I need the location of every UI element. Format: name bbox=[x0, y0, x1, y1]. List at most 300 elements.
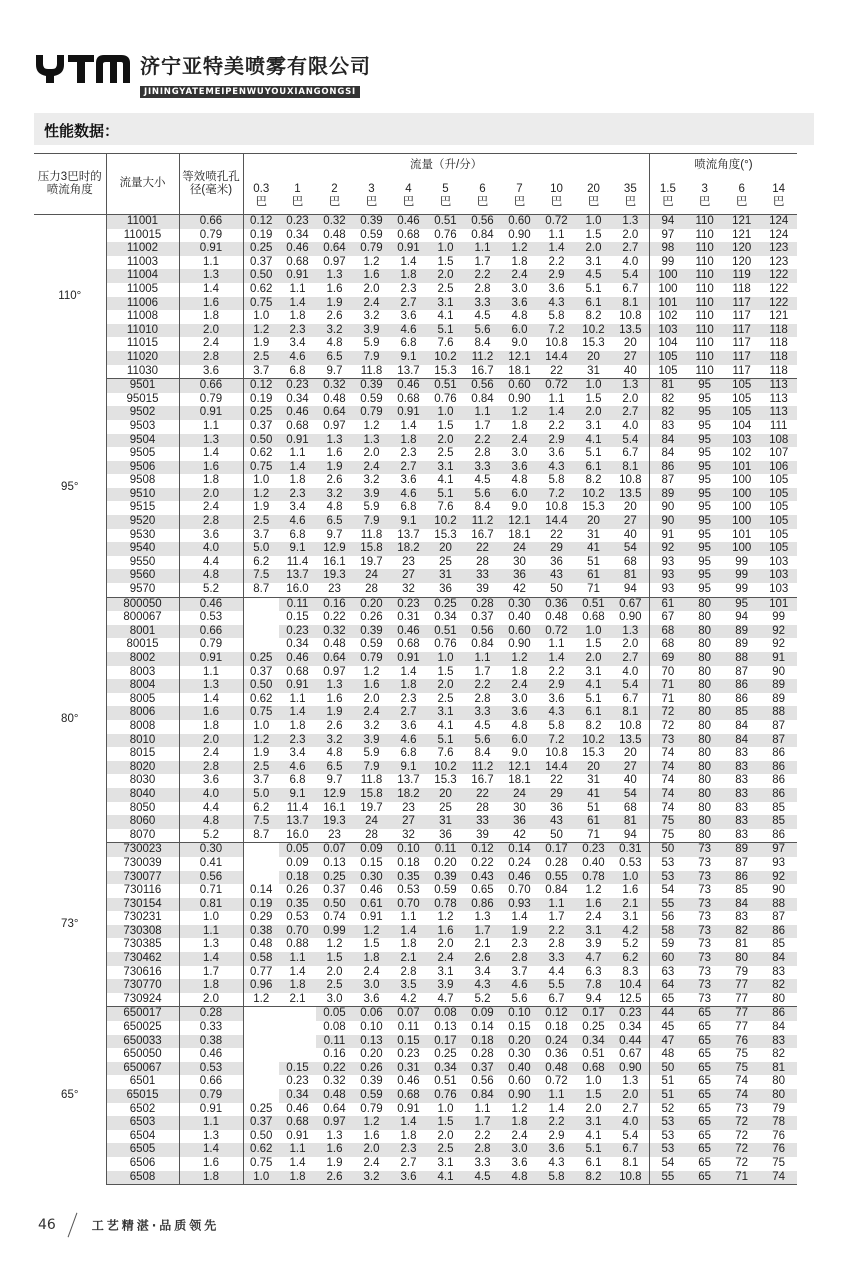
flow-cell: 8.1 bbox=[612, 297, 649, 311]
orifice-cell: 1.1 bbox=[179, 256, 243, 270]
flow-cell: 0.06 bbox=[353, 1007, 390, 1021]
flow-cell: 0.68 bbox=[390, 1089, 427, 1103]
flow-cell: 36 bbox=[427, 583, 464, 597]
flow-cell: 16.7 bbox=[464, 365, 501, 379]
model-cell: 730462 bbox=[106, 952, 179, 966]
model-cell: 11002 bbox=[106, 242, 179, 256]
angle-cell: 48 bbox=[649, 1048, 686, 1062]
flow-cell: 2.0 bbox=[437, 938, 454, 951]
table-row bbox=[34, 774, 797, 788]
flow-cell: 0.28 bbox=[545, 856, 568, 869]
angle-cell: 93 bbox=[772, 856, 786, 869]
flow-cell: 0.17 bbox=[427, 1035, 464, 1049]
angle-cell: 100 bbox=[723, 542, 760, 556]
flow-pressure-header: 10 巴 bbox=[538, 178, 575, 215]
flow-cell: 2.7 bbox=[612, 242, 649, 256]
angle-cell: 65 bbox=[686, 1171, 723, 1185]
model-cell: 9530 bbox=[106, 529, 179, 543]
flow-cell: 1.2 bbox=[243, 993, 279, 1007]
flow-cell: 2.4 bbox=[585, 911, 602, 924]
flow-cell: 0.23 bbox=[279, 379, 316, 393]
angle-cell: 103 bbox=[760, 569, 797, 583]
flow-cell: 0.13 bbox=[434, 1021, 457, 1034]
table-row bbox=[34, 857, 797, 871]
flow-cell: 2.7 bbox=[612, 652, 649, 666]
flow-cell: 7.6 bbox=[437, 747, 454, 760]
table-row bbox=[34, 679, 797, 693]
flow-cell: 2.7 bbox=[400, 1156, 417, 1169]
angle-cell: 94 bbox=[649, 215, 686, 229]
angle-cell: 104 bbox=[732, 419, 752, 432]
flow-cell: 1.1 bbox=[474, 1102, 491, 1115]
flow-cell: 6.7 bbox=[622, 282, 639, 295]
flow-cell: 4.0 bbox=[612, 1116, 649, 1130]
orifice-cell: 0.71 bbox=[179, 884, 243, 898]
flow-cell: 1.1 bbox=[289, 692, 306, 705]
flow-cell: 0.09 bbox=[286, 856, 309, 869]
flow-cell: 22 bbox=[538, 365, 575, 379]
flow-cell: 5.4 bbox=[612, 679, 649, 693]
flow-cell: 54 bbox=[612, 788, 649, 802]
flow-cell: 1.5 bbox=[575, 1089, 612, 1103]
flow-cell: 1.8 bbox=[511, 665, 528, 678]
flow-cell: 27 bbox=[390, 569, 427, 583]
flow-pressure-header: 3 巴 bbox=[353, 178, 390, 215]
model-cell: 9515 bbox=[106, 501, 179, 515]
flow-cell: 29 bbox=[538, 788, 575, 802]
header-flow-size: 流量大小 bbox=[106, 154, 179, 215]
flow-cell: 7.6 bbox=[437, 337, 454, 350]
angle-cell: 89 bbox=[649, 488, 686, 502]
flow-cell: 8.1 bbox=[612, 461, 649, 475]
angle-cell: 82 bbox=[772, 1048, 786, 1061]
flow-cell: 22 bbox=[464, 542, 501, 556]
flow-cell: 8.2 bbox=[575, 1171, 612, 1185]
flow-cell: 20 bbox=[427, 788, 464, 802]
flow-cell: 1.1 bbox=[548, 228, 565, 241]
flow-cell: 24 bbox=[353, 569, 390, 583]
flow-cell: 1.7 bbox=[474, 665, 491, 678]
flow-cell: 3.6 bbox=[400, 310, 417, 323]
flow-cell: 0.36 bbox=[545, 1048, 568, 1061]
flow-cell: 40 bbox=[612, 365, 649, 379]
flow-cell: 6.2 bbox=[612, 952, 649, 966]
flow-cell: 3.2 bbox=[316, 324, 353, 338]
flow-cell: 0.20 bbox=[501, 1035, 538, 1049]
flow-cell: 6.5 bbox=[316, 351, 353, 365]
flow-cell: 1.3 bbox=[326, 1129, 343, 1142]
flow-cell: 2.2 bbox=[464, 269, 501, 283]
flow-cell: 0.25 bbox=[243, 406, 279, 420]
flow-cell: 31 bbox=[427, 815, 464, 829]
flow-cell: 0.48 bbox=[243, 938, 279, 952]
orifice-cell: 0.91 bbox=[179, 1103, 243, 1117]
angle-cell: 124 bbox=[769, 228, 789, 241]
angle-cell: 65 bbox=[698, 1048, 712, 1061]
flow-cell: 3.1 bbox=[437, 965, 454, 978]
flow-cell: 15.3 bbox=[582, 337, 605, 350]
flow-cell: 0.37 bbox=[464, 1062, 501, 1076]
orifice-cell: 0.91 bbox=[179, 242, 243, 256]
flow-cell: 0.15 bbox=[508, 1021, 531, 1034]
angle-cell: 92 bbox=[760, 625, 797, 639]
flow-cell: 0.58 bbox=[243, 952, 279, 966]
flow-cell: 3.6 bbox=[548, 447, 565, 460]
flow-cell: 2.1 bbox=[612, 898, 649, 912]
flow-cell: 0.34 bbox=[427, 1062, 464, 1076]
angle-cell: 88 bbox=[723, 652, 760, 666]
flow-cell: 10.2 bbox=[427, 761, 464, 775]
flow-cell: 39 bbox=[464, 829, 501, 843]
angle-pressure-header: 14 巴 bbox=[760, 178, 797, 215]
flow-cell: 1.4 bbox=[289, 1156, 306, 1169]
flow-cell: 4.3 bbox=[538, 706, 575, 720]
flow-cell: 2.6 bbox=[316, 1171, 353, 1185]
flow-cell bbox=[243, 843, 279, 857]
table-row bbox=[34, 337, 797, 351]
flow-cell: 0.25 bbox=[243, 652, 279, 666]
table-row bbox=[34, 351, 797, 365]
flow-cell: 1.6 bbox=[316, 1143, 353, 1157]
table-row bbox=[34, 1035, 797, 1049]
angle-cell: 89 bbox=[723, 843, 760, 857]
flow-cell: 0.68 bbox=[286, 665, 309, 678]
table-row bbox=[34, 215, 797, 229]
flow-cell: 0.14 bbox=[471, 1021, 494, 1034]
flow-cell: 1.5 bbox=[363, 938, 380, 951]
angle-cell: 117 bbox=[723, 351, 760, 365]
footer-tagline: 工艺精湛·品质领先 bbox=[91, 1218, 220, 1233]
model-cell: 8020 bbox=[106, 761, 179, 775]
orifice-cell: 0.53 bbox=[179, 611, 243, 625]
angle-cell: 110 bbox=[686, 324, 723, 338]
model-cell: 110015 bbox=[106, 229, 179, 243]
angle-group-0 bbox=[34, 215, 797, 379]
flow-cell: 0.53 bbox=[286, 911, 309, 924]
flow-cell: 5.6 bbox=[501, 993, 538, 1007]
orifice-cell: 2.0 bbox=[179, 993, 243, 1007]
flow-cell: 0.79 bbox=[353, 242, 390, 256]
angle-cell: 65 bbox=[686, 1062, 723, 1076]
flow-cell: 13.7 bbox=[279, 569, 316, 583]
model-cell: 6501 bbox=[106, 1075, 179, 1089]
flow-cell: 0.48 bbox=[323, 638, 346, 651]
flow-cell: 4.1 bbox=[575, 679, 612, 693]
angle-cell: 75 bbox=[772, 1156, 786, 1169]
flow-cell: 5.2 bbox=[464, 993, 501, 1007]
model-cell: 730770 bbox=[106, 979, 179, 993]
orifice-cell: 3.6 bbox=[179, 365, 243, 379]
angle-cell: 53 bbox=[649, 871, 686, 885]
flow-cell: 0.11 bbox=[397, 1021, 420, 1034]
angle-cell: 65 bbox=[686, 1035, 723, 1049]
flow-cell: 0.59 bbox=[360, 228, 383, 241]
flow-cell bbox=[243, 1062, 279, 1076]
flow-cell: 28 bbox=[476, 555, 489, 568]
orifice-cell: 2.0 bbox=[179, 734, 243, 748]
flow-cell: 6.7 bbox=[612, 1143, 649, 1157]
flow-cell: 3.1 bbox=[585, 665, 602, 678]
angle-group-4 bbox=[34, 1007, 797, 1185]
flow-cell: 5.0 bbox=[243, 788, 279, 802]
angle-cell: 95 bbox=[686, 488, 723, 502]
flow-cell: 15.3 bbox=[582, 501, 605, 514]
flow-cell: 16.1 bbox=[323, 801, 346, 814]
angle-cell: 83 bbox=[760, 1035, 797, 1049]
angle-cell: 95 bbox=[686, 569, 723, 583]
angle-cell: 84 bbox=[760, 952, 797, 966]
page-footer bbox=[38, 1212, 219, 1238]
flow-cell: 1.8 bbox=[353, 952, 390, 966]
flow-cell: 3.9 bbox=[585, 938, 602, 951]
model-cell: 95015 bbox=[106, 393, 179, 407]
angle-cell: 89 bbox=[772, 692, 786, 705]
flow-cell: 0.32 bbox=[323, 1075, 346, 1088]
model-cell: 730231 bbox=[106, 911, 179, 925]
flow-cell: 4.3 bbox=[548, 1156, 565, 1169]
orifice-cell: 1.8 bbox=[179, 979, 243, 993]
flow-pressure-header: 7 巴 bbox=[501, 178, 538, 215]
flow-cell: 2.2 bbox=[464, 434, 501, 448]
flow-cell: 1.8 bbox=[400, 938, 417, 951]
flow-cell: 2.5 bbox=[437, 282, 454, 295]
flow-cell: 1.4 bbox=[279, 461, 316, 475]
angle-cell: 101 bbox=[732, 528, 752, 541]
flow-cell: 18.1 bbox=[508, 528, 531, 541]
angle-cell: 82 bbox=[649, 393, 686, 407]
flow-cell: 0.23 bbox=[286, 1075, 309, 1088]
flow-cell: 23 bbox=[316, 829, 353, 843]
flow-cell: 1.4 bbox=[538, 652, 575, 666]
flow-cell: 0.08 bbox=[427, 1007, 464, 1021]
table-row bbox=[34, 283, 797, 297]
flow-cell: 0.53 bbox=[619, 856, 642, 869]
angle-cell: 95 bbox=[686, 515, 723, 529]
flow-cell: 3.6 bbox=[390, 1171, 427, 1185]
flow-cell: 0.10 bbox=[360, 1021, 383, 1034]
flow-cell: 61 bbox=[575, 569, 612, 583]
angle-group-3 bbox=[34, 843, 797, 1007]
angle-cell: 113 bbox=[760, 379, 797, 393]
flow-cell: 0.30 bbox=[501, 597, 538, 611]
angle-cell: 45 bbox=[649, 1021, 686, 1035]
flow-cell: 0.46 bbox=[397, 1075, 420, 1088]
angle-cell: 86 bbox=[760, 788, 797, 802]
table-row bbox=[34, 1103, 797, 1117]
flow-cell: 0.23 bbox=[397, 1048, 420, 1061]
angle-cell: 78 bbox=[760, 1116, 797, 1130]
flow-cell: 20 bbox=[575, 351, 612, 365]
flow-cell: 0.13 bbox=[353, 1035, 390, 1049]
table-row bbox=[34, 269, 797, 283]
flow-cell: 0.25 bbox=[316, 871, 353, 885]
model-cell: 9504 bbox=[106, 434, 179, 448]
flow-cell: 0.79 bbox=[360, 1102, 383, 1115]
angle-cell: 64 bbox=[649, 979, 686, 993]
flow-cell: 0.75 bbox=[243, 461, 279, 475]
flow-cell: 1.0 bbox=[427, 242, 464, 256]
angle-cell: 99 bbox=[723, 583, 760, 597]
angle-cell: 87 bbox=[735, 856, 749, 869]
flow-cell: 11.2 bbox=[464, 351, 501, 365]
flow-cell: 0.64 bbox=[316, 242, 353, 256]
flow-cell: 4.6 bbox=[501, 979, 538, 993]
flow-cell: 4.7 bbox=[575, 952, 612, 966]
angle-pressure-header: 3 巴 bbox=[686, 178, 723, 215]
flow-cell: 3.7 bbox=[243, 365, 279, 379]
angle-cell: 65 bbox=[649, 993, 686, 1007]
angle-cell: 90 bbox=[772, 665, 786, 678]
flow-cell: 1.6 bbox=[575, 898, 612, 912]
flow-cell: 0.48 bbox=[323, 228, 346, 241]
flow-cell: 0.22 bbox=[323, 611, 346, 624]
flow-cell: 0.62 bbox=[243, 693, 279, 707]
model-cell: 730154 bbox=[106, 898, 179, 912]
flow-cell: 0.11 bbox=[427, 843, 464, 857]
spray-angle-cell: 65° bbox=[61, 1089, 79, 1101]
flow-cell: 3.6 bbox=[400, 719, 417, 732]
flow-cell: 0.31 bbox=[390, 1062, 427, 1076]
angle-cell: 60 bbox=[649, 952, 686, 966]
orifice-cell: 0.53 bbox=[179, 1062, 243, 1076]
angle-cell: 59 bbox=[649, 938, 686, 952]
orifice-cell: 1.3 bbox=[179, 679, 243, 693]
flow-cell: 1.5 bbox=[437, 665, 454, 678]
orifice-cell: 0.30 bbox=[179, 843, 243, 857]
flow-pressure-header: 4 巴 bbox=[390, 178, 427, 215]
table-row bbox=[34, 898, 797, 912]
flow-cell: 10.2 bbox=[575, 488, 612, 502]
flow-cell: 2.7 bbox=[390, 297, 427, 311]
flow-cell: 42 bbox=[501, 583, 538, 597]
flow-cell: 13.7 bbox=[397, 528, 420, 541]
model-cell: 8010 bbox=[106, 734, 179, 748]
flow-cell: 2.0 bbox=[622, 638, 639, 651]
angle-cell: 105 bbox=[649, 365, 686, 379]
angle-cell: 110 bbox=[686, 269, 723, 283]
flow-cell: 3.0 bbox=[511, 447, 528, 460]
angle-cell: 84 bbox=[735, 719, 749, 732]
flow-cell: 0.39 bbox=[353, 215, 390, 229]
angle-cell: 97 bbox=[649, 229, 686, 243]
angle-cell: 73 bbox=[698, 856, 712, 869]
orifice-cell: 0.79 bbox=[179, 1089, 243, 1103]
angle-cell: 80 bbox=[698, 747, 712, 760]
angle-cell: 105 bbox=[760, 488, 797, 502]
flow-cell: 81 bbox=[612, 815, 649, 829]
flow-cell: 3.0 bbox=[511, 692, 528, 705]
flow-cell: 2.4 bbox=[353, 297, 390, 311]
flow-cell: 3.9 bbox=[353, 734, 390, 748]
flow-cell: 1.6 bbox=[326, 447, 343, 460]
flow-cell: 1.3 bbox=[316, 679, 353, 693]
flow-cell: 5.2 bbox=[622, 938, 639, 951]
angle-cell: 93 bbox=[649, 556, 686, 570]
angle-cell: 84 bbox=[723, 898, 760, 912]
table-row bbox=[34, 474, 797, 488]
flow-cell: 0.50 bbox=[243, 434, 279, 448]
table-row bbox=[34, 611, 797, 625]
angle-cell: 73 bbox=[686, 843, 723, 857]
flow-cell: 0.43 bbox=[464, 871, 501, 885]
table-row bbox=[34, 229, 797, 243]
table-row bbox=[34, 911, 797, 925]
angle-cell: 75 bbox=[649, 829, 686, 843]
flow-cell: 23 bbox=[316, 583, 353, 597]
orifice-cell: 3.6 bbox=[179, 774, 243, 788]
model-cell: 11003 bbox=[106, 256, 179, 270]
table-row bbox=[34, 871, 797, 885]
angle-cell: 121 bbox=[732, 228, 752, 241]
company-brand bbox=[140, 50, 371, 98]
flow-cell: 25 bbox=[439, 801, 452, 814]
angle-cell: 83 bbox=[649, 420, 686, 434]
flow-cell: 8.4 bbox=[474, 501, 491, 514]
flow-cell: 2.4 bbox=[501, 434, 538, 448]
page-number: 46 bbox=[38, 1217, 56, 1233]
angle-cell: 105 bbox=[760, 542, 797, 556]
flow-cell: 9.1 bbox=[279, 542, 316, 556]
angle-cell: 77 bbox=[723, 993, 760, 1007]
table-row bbox=[34, 720, 797, 734]
angle-cell: 79 bbox=[772, 1102, 786, 1115]
angle-cell: 86 bbox=[723, 871, 760, 885]
flow-cell: 1.0 bbox=[243, 310, 279, 324]
angle-cell: 74 bbox=[723, 1089, 760, 1103]
orifice-cell: 1.8 bbox=[179, 720, 243, 734]
flow-cell: 20 bbox=[623, 337, 637, 350]
flow-cell: 2.0 bbox=[585, 1102, 602, 1115]
table-row bbox=[34, 952, 797, 966]
angle-cell: 72 bbox=[723, 1143, 760, 1157]
flow-cell: 5.9 bbox=[363, 747, 380, 760]
angle-cell: 65 bbox=[698, 1021, 712, 1034]
angle-cell: 74 bbox=[735, 1075, 749, 1088]
flow-cell: 10.2 bbox=[427, 351, 464, 365]
flow-cell: 10.2 bbox=[427, 515, 464, 529]
model-cell: 8005 bbox=[106, 693, 179, 707]
table-row bbox=[34, 324, 797, 338]
angle-cell: 105 bbox=[649, 351, 686, 365]
orifice-cell: 0.91 bbox=[179, 652, 243, 666]
flow-cell: 23 bbox=[402, 555, 415, 568]
flow-cell: 20 bbox=[623, 747, 637, 760]
orifice-cell: 4.4 bbox=[179, 556, 243, 570]
orifice-cell: 1.1 bbox=[179, 925, 243, 939]
flow-cell: 2.0 bbox=[353, 1143, 390, 1157]
flow-cell: 3.1 bbox=[585, 419, 602, 432]
flow-cell: 0.91 bbox=[286, 1129, 309, 1142]
flow-cell: 6.1 bbox=[575, 706, 612, 720]
flow-cell bbox=[243, 1021, 279, 1035]
flow-cell: 5.1 bbox=[427, 324, 464, 338]
flow-cell: 1.2 bbox=[501, 652, 538, 666]
flow-cell: 0.12 bbox=[464, 843, 501, 857]
model-cell: 730308 bbox=[106, 925, 179, 939]
flow-cell: 1.2 bbox=[501, 406, 538, 420]
angle-cell: 100 bbox=[732, 474, 752, 487]
table-row bbox=[34, 925, 797, 939]
flow-cell: 1.2 bbox=[363, 255, 380, 268]
angle-cell: 106 bbox=[760, 461, 797, 475]
flow-cell: 0.68 bbox=[286, 255, 309, 268]
flow-cell: 30 bbox=[513, 555, 526, 568]
flow-cell: 13.7 bbox=[390, 365, 427, 379]
angle-cell: 86 bbox=[735, 692, 749, 705]
angle-cell: 77 bbox=[735, 1021, 749, 1034]
table-row bbox=[34, 583, 797, 597]
flow-cell: 14.4 bbox=[538, 351, 575, 365]
